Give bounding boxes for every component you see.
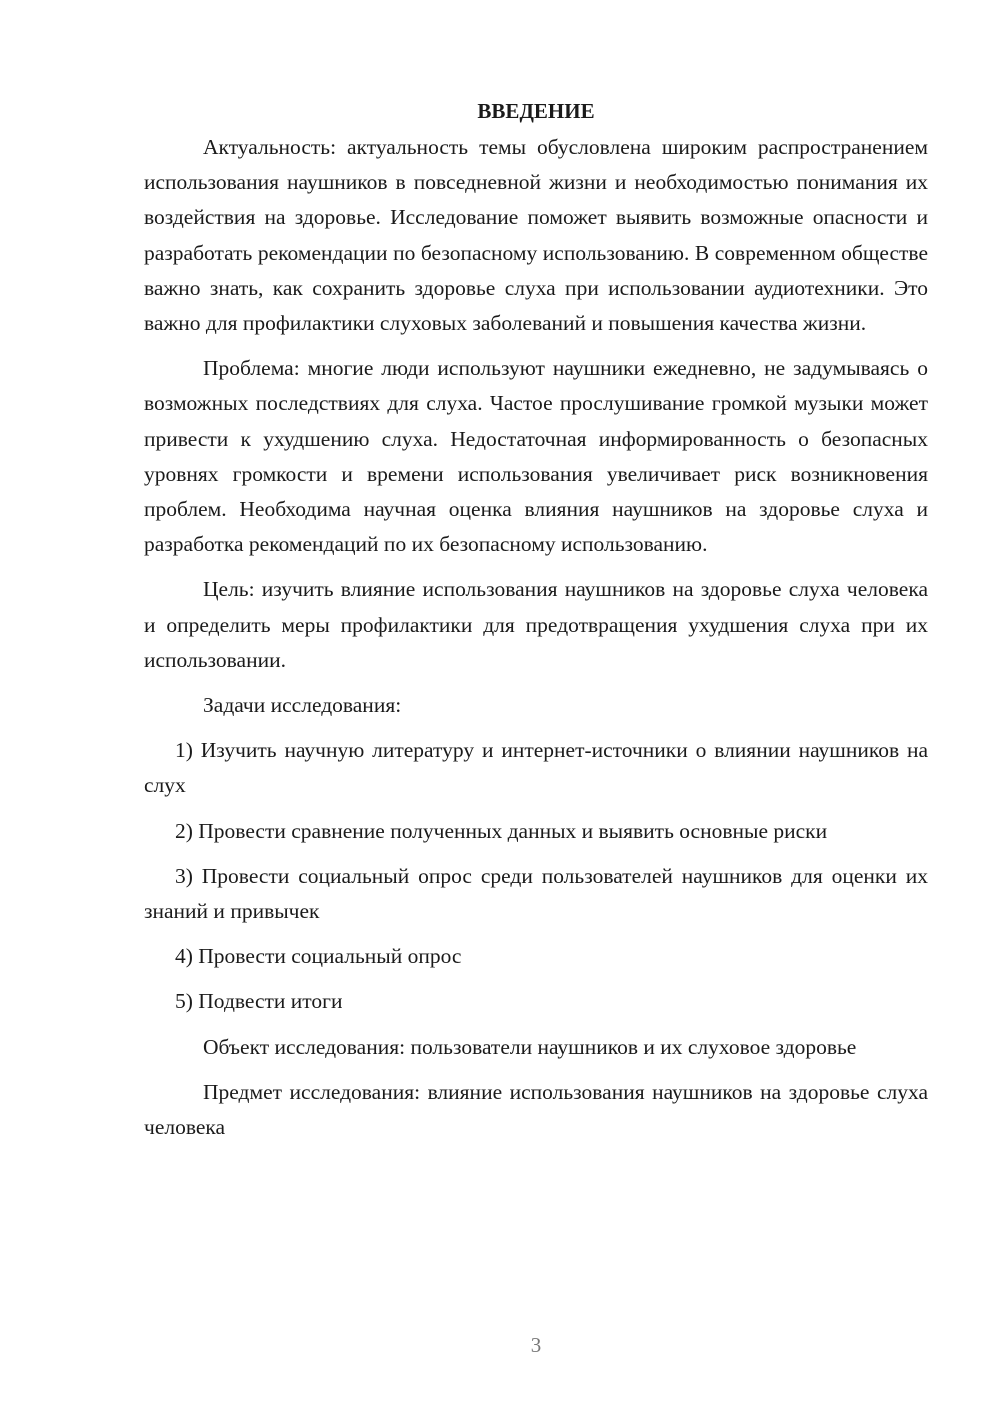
problem-paragraph: Проблема: многие люди используют наушники ежедневно, не задумываясь о возможных последствиях для слуха. Частое прослушивание громкой музыки может привести к ухудшению слуха. Недостаточная информированность о безопасных уровнях громкости и времени использования увеличивает риск возникновения проблем. Необходима научная оценка влияния наушников на здоровье слуха и разработка рекомендаций по их безопасному использованию. bbox=[144, 356, 928, 557]
goal-paragraph: Цель: изучить влияние использования наушников на здоровье слуха человека и определить меры профилактики для предотвращения ухудшения слуха при их использовании. bbox=[144, 577, 928, 672]
subject-paragraph: Предмет исследования: влияние использования наушников на здоровье слуха человека bbox=[144, 1079, 928, 1140]
page-title: ВВЕДЕНИЕ bbox=[477, 99, 595, 123]
task-item-3: 3) Провести социальный опрос среди пользователей наушников для оценки их знаний и привычек bbox=[144, 863, 928, 924]
relevance-paragraph: Актуальность: актуальность темы обусловлена широким распространением использования наушников в повседневной жизни и необходимостью понимания их воздействия на здоровье. Исследование поможет выявить возможные опасности и разработать рекомендации по безопасному использованию. В современном обществе важно знать, как сохранить здоровье слуха при использовании аудиотехники. Это важно для профилактики слуховых заболеваний и повышения качества жизни. bbox=[144, 135, 928, 336]
document-page bbox=[144, 96, 928, 1145]
object-paragraph: Объект исследования: пользователи наушников и их слуховое здоровье bbox=[203, 1034, 857, 1059]
task-item-5: 5) Подвести итоги bbox=[175, 989, 343, 1014]
page-number: 3 bbox=[530, 1333, 542, 1357]
task-item-4: 4) Провести социальный опрос bbox=[175, 944, 462, 969]
task-item-2: 2) Провести сравнение полученных данных и выявить основные риски bbox=[175, 818, 828, 843]
task-item-1: 1) Изучить научную литературу и интернет-источники о влиянии наушников на слух bbox=[144, 738, 928, 798]
tasks-heading: Задачи исследования: bbox=[203, 693, 402, 718]
